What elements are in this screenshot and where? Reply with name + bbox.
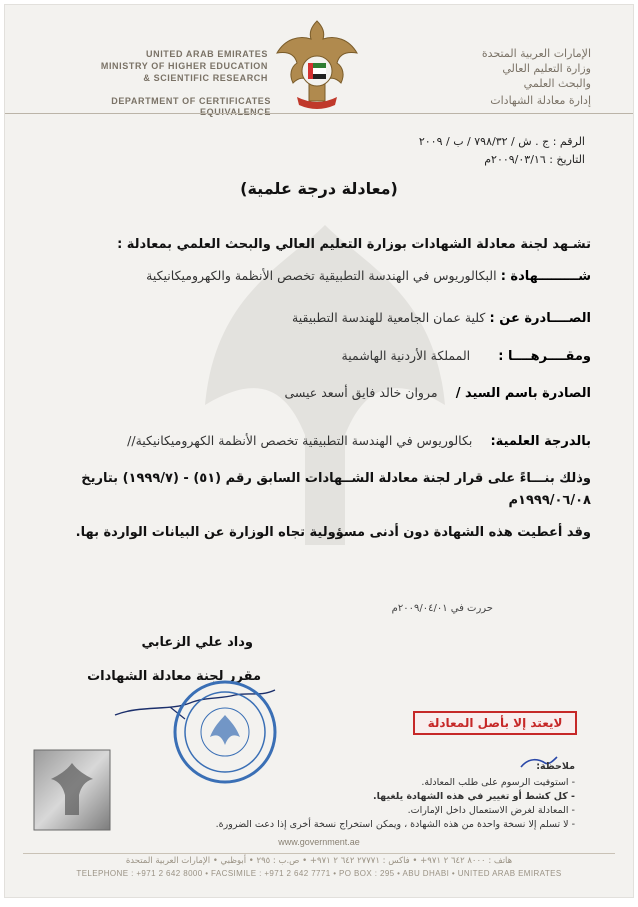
hologram-seal [33, 749, 111, 831]
decision-line: وذلك بنـــاءً على قرار لجنة معادلة الشــهادات السابق رقم (٥١) - (١٩٩٩/٧) بتاريخ [81, 471, 591, 486]
uae-emblem-logo [275, 17, 359, 113]
header-en-research: & SCIENTIFIC RESEARCH [143, 73, 268, 83]
note-item: - المعادلة لغرض الاستعمال داخل الإمارات. [407, 805, 575, 816]
header-ar-department: إدارة معادلة الشهادات [490, 94, 591, 107]
official-stamp [170, 677, 280, 787]
disclaimer-line: وقد أعطيت هذه الشهادة دون أدنى مسؤولية تجاه الوزارة عن البيانات الواردة بها. [75, 525, 591, 540]
header-en-country: UNITED ARAB EMIRATES [146, 49, 268, 59]
field-label: الصادرة باسم السيد / [455, 386, 591, 401]
field-certificate [35, 268, 591, 284]
field-value: كلية عمان الجامعية للهندسة التطبيقية [292, 310, 486, 325]
header-ar-country: الإمارات العربية المتحدة [481, 47, 591, 60]
field-label: بالدرجة العلمية: [490, 434, 591, 449]
original-only-warning: لايعتد إلا بأصل المعادلة [413, 711, 577, 735]
field-label: شـــــــــهادة : [500, 269, 591, 284]
header-en-ministry: MINISTRY OF HIGHER EDUCATION [100, 61, 268, 71]
field-value: البكالوريوس في الهندسة التطبيقية تخصص الأنظمة والكهروميكانيكية [146, 268, 497, 283]
header-ar-ministry: وزارة التعليم العالي [502, 62, 591, 75]
footer-website: www.government.ae [278, 837, 360, 847]
field-value: بكالوريوس في الهندسة التطبيقية تخصص الأنظمة الكهروميكانيكية// [127, 433, 473, 448]
intro-line: تشـهد لجنة معادلة الشهادات بوزارة التعليم العالي والبحث العلمي بمعادلة : [117, 237, 591, 252]
document-title: (معادلة درجة علمية) [240, 179, 398, 198]
issue-date: حررت في ٢٠٠٩/٠٤/٠١م [391, 603, 493, 614]
signatory-title: مقرر لجنة معادلة الشهادات [87, 669, 261, 684]
field-issued-by [35, 310, 591, 326]
field-location [35, 348, 591, 364]
reference-number: الرقم : ج . ش / ٧٩٨/٣٢ / ب / ٢٠٠٩ [418, 135, 585, 148]
header-ar-research: والبحث العلمي [523, 77, 591, 90]
note-item: - كل كشط أو تغيير في هذه الشهادة يلغيها. [373, 791, 575, 802]
reference-date: التاريخ : ٢٠٠٩/٠٣/١٦م [484, 153, 585, 166]
field-value: المملكة الأردنية الهاشمية [341, 348, 471, 363]
footer-contact-en: TELEPHONE : +971 2 642 8000 • FACSIMILE : +971 2 642 7771 • PO BOX : 295 • ABU DHABI • UNITED ARAB EMIRATES [76, 869, 562, 878]
note-item: - لا تسلم إلا نسخة واحدة من هذه الشهادة ، ويمكن استخراج نسخة أخرى إذا دعت الضرورة. [215, 819, 575, 830]
header-divider [5, 113, 633, 114]
signatory-name: وداد علي الزعابي [141, 635, 253, 650]
header-en-department: DEPARTMENT OF CERTIFICATES EQUIVALENCE [111, 96, 271, 117]
footer-contact-ar: هاتف : ٨٠٠٠ ٦٤٢ ٢ ٩٧١+ • فاكس : ٢٧٧٧١ ٦٤٢ ٢ ٩٧١+ • ص.ب : ٢٩٥ • أبوظبي • الإمارات العربية المتحدة [125, 856, 513, 866]
field-label: ومقــــرهــــا : [498, 349, 591, 364]
field-degree [35, 433, 591, 449]
notes-heading: ملاحظة: [536, 761, 575, 772]
footer-divider [23, 853, 615, 854]
field-label: الصــــادرة عن : [489, 311, 591, 326]
decision-date: ١٩٩٩/٠٦/٠٨م [508, 493, 591, 508]
note-item: - استوفيت الرسوم على طلب المعادلة. [421, 777, 575, 788]
certificate-page [5, 5, 633, 897]
field-value: مروان خالد فايق أسعد عيسى [284, 385, 438, 400]
field-holder-name [35, 385, 591, 401]
